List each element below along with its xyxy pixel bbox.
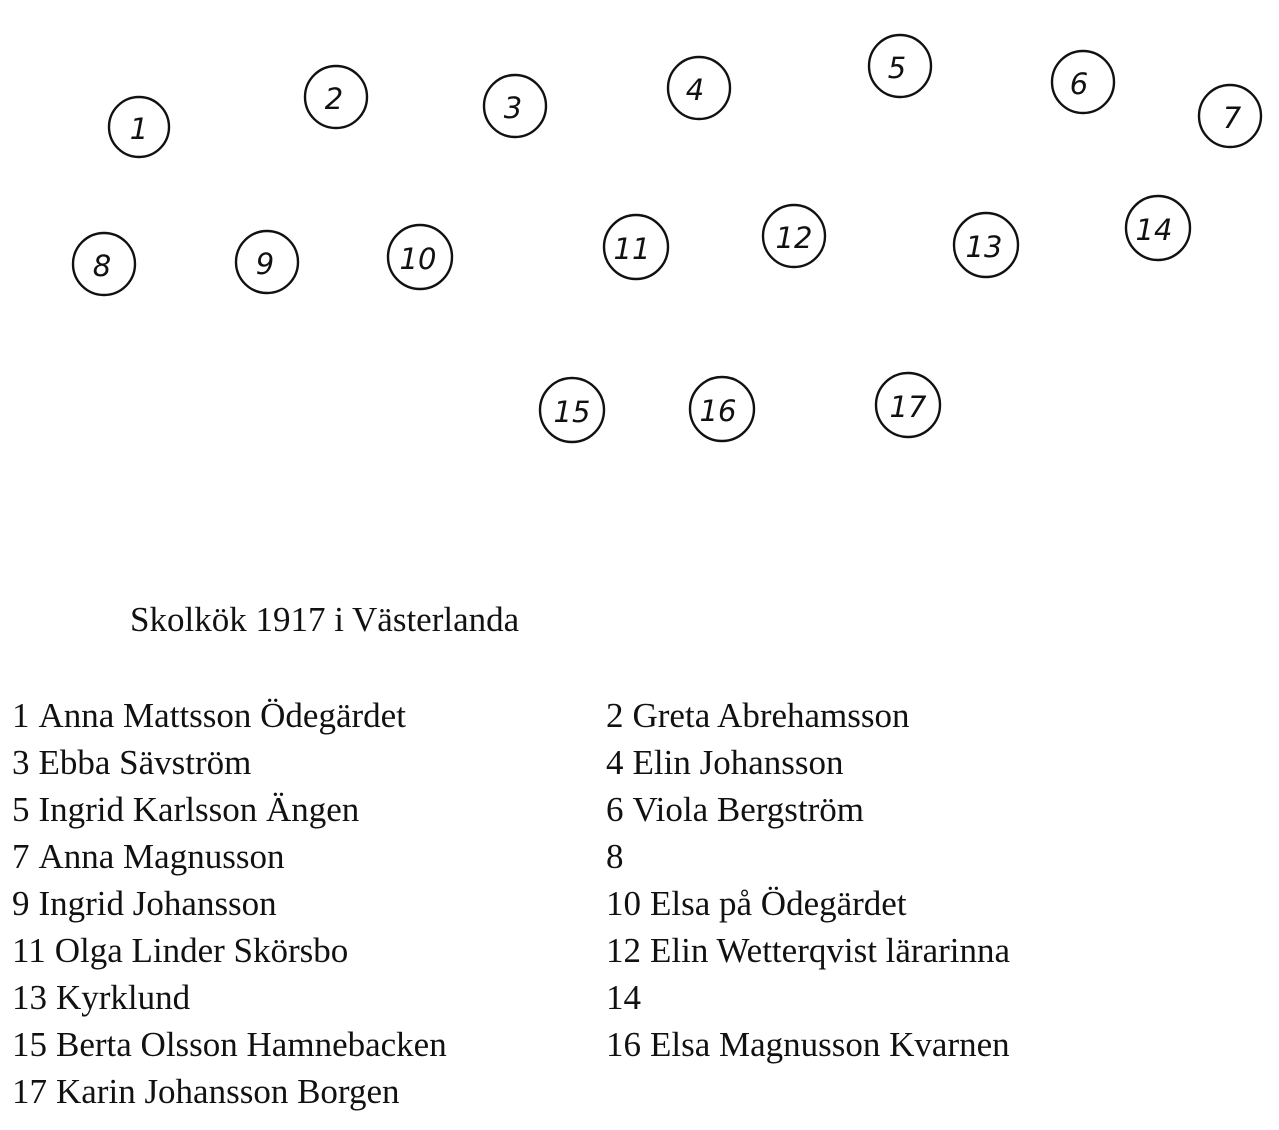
entry-number: 6 — [606, 790, 624, 829]
key-marker-8-label: 8 — [92, 249, 112, 283]
list-item — [606, 786, 1010, 833]
key-marker-14 — [1126, 196, 1190, 260]
list-item — [12, 786, 447, 833]
key-marker-13-label: 13 — [965, 230, 1003, 264]
key-marker-17-label: 17 — [889, 390, 927, 424]
entry-number: 12 — [606, 931, 641, 970]
key-marker-9-label: 9 — [255, 247, 275, 281]
caption-title: Skolkök 1917 i Västerlanda — [130, 600, 520, 639]
entry-name: Elsa på Ödegärdet — [650, 884, 907, 923]
key-marker-14-label: 14 — [1135, 213, 1173, 247]
entry-number: 7 — [12, 837, 30, 876]
entry-name: Anna Magnusson — [38, 837, 285, 876]
entry-name: Greta Abrehamsson — [632, 696, 910, 735]
entry-name: Olga Linder Skörsbo — [54, 931, 349, 970]
entry-number: 14 — [606, 978, 641, 1017]
entry-name: Ingrid Johansson — [38, 884, 277, 923]
key-marker-8 — [73, 233, 135, 295]
list-item — [606, 1021, 1010, 1068]
list-item — [12, 692, 447, 739]
key-marker-10-label: 10 — [399, 242, 437, 276]
list-item — [12, 1021, 447, 1068]
key-marker-4 — [668, 57, 730, 119]
key-marker-7 — [1199, 85, 1261, 147]
key-marker-16 — [690, 377, 754, 441]
entry-number: 5 — [12, 790, 30, 829]
entry-name: Elin Johansson — [632, 743, 844, 782]
list-item — [12, 739, 447, 786]
list-item — [606, 833, 1010, 880]
list-item — [606, 880, 1010, 927]
key-marker-6-label: 6 — [1069, 67, 1089, 101]
names-list-right — [606, 692, 1010, 1068]
key-marker-4-label: 4 — [685, 73, 705, 107]
entry-number: 4 — [606, 743, 624, 782]
key-marker-9 — [236, 231, 298, 293]
list-item — [606, 927, 1010, 974]
entry-number: 13 — [12, 978, 47, 1017]
key-marker-6 — [1052, 51, 1114, 113]
key-marker-2 — [305, 66, 367, 128]
photo-key-diagram — [0, 0, 1279, 500]
entry-number: 2 — [606, 696, 624, 735]
key-marker-11-label: 11 — [613, 232, 651, 266]
key-marker-15 — [540, 378, 604, 442]
key-marker-5-label: 5 — [887, 51, 907, 85]
key-marker-12 — [763, 205, 825, 267]
key-marker-7-label: 7 — [1222, 101, 1242, 135]
key-marker-10 — [388, 225, 452, 289]
entry-number: 3 — [12, 743, 30, 782]
list-item — [606, 974, 1010, 1021]
entry-name: Kyrklund — [56, 978, 191, 1017]
key-marker-5 — [869, 35, 931, 97]
entry-number: 15 — [12, 1025, 47, 1064]
key-marker-2-label: 2 — [324, 82, 344, 116]
entry-name: Berta Olsson Hamnebacken — [56, 1025, 447, 1064]
entry-name: Ebba Sävström — [38, 743, 252, 782]
names-list-left — [12, 692, 447, 1115]
entry-name: Elin Wetterqvist lärarinna — [650, 931, 1011, 970]
key-marker-13 — [954, 213, 1018, 277]
entry-name: Elsa Magnusson Kvarnen — [650, 1025, 1010, 1064]
key-marker-3 — [484, 75, 546, 137]
entry-name: Viola Bergström — [632, 790, 865, 829]
key-marker-1-label: 1 — [129, 112, 149, 146]
list-item — [12, 880, 447, 927]
key-marker-11 — [604, 215, 668, 279]
key-marker-15-label: 15 — [553, 395, 591, 429]
list-item — [12, 1068, 447, 1115]
entry-number: 17 — [12, 1072, 47, 1111]
entry-number: 11 — [12, 931, 46, 970]
list-item — [606, 739, 1010, 786]
key-marker-3-label: 3 — [503, 91, 523, 125]
key-marker-16-label: 16 — [699, 394, 737, 428]
entry-name: Anna Mattsson Ödegärdet — [38, 696, 406, 735]
entry-number: 10 — [606, 884, 641, 923]
list-item — [12, 927, 447, 974]
entry-number: 8 — [606, 837, 624, 876]
key-marker-17 — [876, 373, 940, 437]
list-item — [12, 833, 447, 880]
entry-name: Karin Johansson Borgen — [56, 1072, 400, 1111]
entry-number: 9 — [12, 884, 30, 923]
entry-number: 1 — [12, 696, 30, 735]
entry-number: 16 — [606, 1025, 641, 1064]
key-marker-1 — [109, 97, 169, 157]
list-item — [606, 692, 1010, 739]
list-item — [12, 974, 447, 1021]
entry-name: Ingrid Karlsson Ängen — [38, 790, 360, 829]
key-marker-12-label: 12 — [775, 221, 813, 255]
